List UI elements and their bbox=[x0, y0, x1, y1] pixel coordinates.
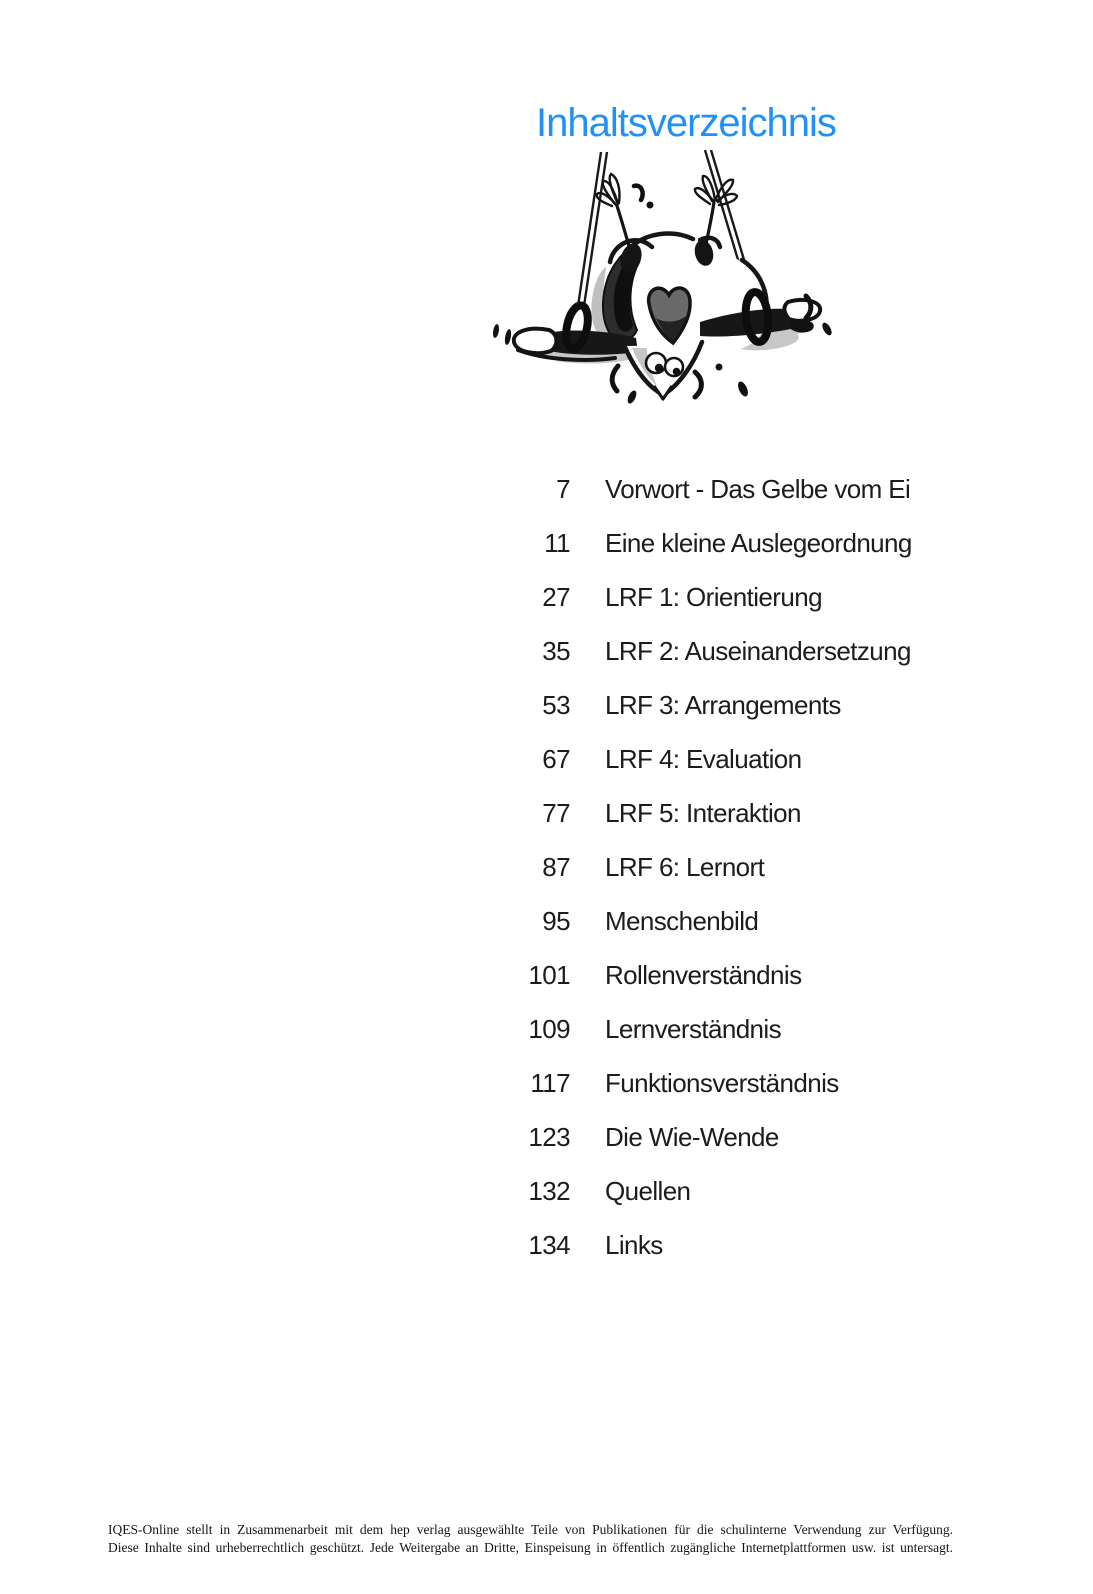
page-title: Inhaltsverzeichnis bbox=[536, 101, 836, 145]
toc-page-number: 11 bbox=[544, 527, 570, 558]
toc-page-number: 101 bbox=[528, 959, 570, 990]
bird-head bbox=[622, 340, 702, 399]
toc-entry bbox=[0, 1056, 1093, 1110]
table-of-contents bbox=[0, 462, 1093, 1272]
toc-page-number: 117 bbox=[530, 1067, 570, 1098]
footer-line-1: IQES-Online stellt in Zusammenarbeit mit dem hep verlag ausgewählte Teile von Publikationen für die schulinterne Verwendung zur Verfügung. bbox=[108, 1522, 953, 1537]
toc-entry bbox=[0, 786, 1093, 840]
toc-entry-title: Eine kleine Auslegeordnung bbox=[605, 527, 912, 558]
toc-page-number: 35 bbox=[542, 635, 570, 666]
toc-entry-title: LRF 6: Lernort bbox=[605, 851, 765, 882]
toc-entry-title: LRF 5: Interaktion bbox=[605, 797, 801, 828]
toc-page-number: 7 bbox=[556, 473, 570, 504]
toc-entry-title: LRF 4: Evaluation bbox=[605, 743, 802, 774]
toc-page-number: 134 bbox=[528, 1229, 570, 1260]
toc-page-number: 87 bbox=[542, 851, 570, 882]
toc-page-number: 53 bbox=[542, 689, 570, 720]
toc-page-number: 123 bbox=[528, 1121, 570, 1152]
toc-entry-title: LRF 1: Orientierung bbox=[605, 581, 822, 612]
bird-beak bbox=[654, 386, 672, 399]
toc-page-number: 132 bbox=[528, 1175, 570, 1206]
toc-entry-title: Lernverständnis bbox=[605, 1013, 781, 1044]
copyright-footer bbox=[108, 1521, 953, 1556]
toc-entry-title: Quellen bbox=[605, 1175, 691, 1206]
toc-entry bbox=[0, 1218, 1093, 1272]
toc-entry bbox=[0, 732, 1093, 786]
toc-entry-title: LRF 3: Arrangements bbox=[605, 689, 841, 720]
toc-entry-title: Links bbox=[605, 1229, 663, 1260]
toc-page-number: 77 bbox=[542, 797, 570, 828]
toc-entry bbox=[0, 516, 1093, 570]
toc-page-number: 109 bbox=[528, 1013, 570, 1044]
toc-entry bbox=[0, 1002, 1093, 1056]
toc-entry-title: Die Wie-Wende bbox=[605, 1121, 779, 1152]
toc-entry bbox=[0, 948, 1093, 1002]
toc-entry bbox=[0, 678, 1093, 732]
toc-entry bbox=[0, 570, 1093, 624]
toc-entry bbox=[0, 624, 1093, 678]
toc-entry bbox=[0, 894, 1093, 948]
toc-entry bbox=[0, 462, 1093, 516]
toc-page-number: 95 bbox=[542, 905, 570, 936]
toc-entry-title: Funktionsverständnis bbox=[605, 1067, 839, 1098]
toc-page-number: 27 bbox=[542, 581, 570, 612]
toc-entry-title: LRF 2: Auseinandersetzung bbox=[605, 635, 911, 666]
footer-line-2: Diese Inhalte sind urheberrechtlich geschützt. Jede Weitergabe an Dritte, Einspeisung in öffentlich zugängliche Internetplattformen usw. ist untersagt. bbox=[108, 1539, 953, 1555]
toc-entry bbox=[0, 840, 1093, 894]
toc-page-number: 67 bbox=[542, 743, 570, 774]
toc-entry-title: Rollenverständnis bbox=[605, 959, 802, 990]
toc-entry-title: Vorwort - Das Gelbe vom Ei bbox=[605, 473, 911, 504]
toc-entry bbox=[0, 1164, 1093, 1218]
toc-entry bbox=[0, 1110, 1093, 1164]
toc-entry-title: Menschenbild bbox=[605, 905, 759, 936]
bird-on-rings-illustration bbox=[465, 148, 865, 420]
